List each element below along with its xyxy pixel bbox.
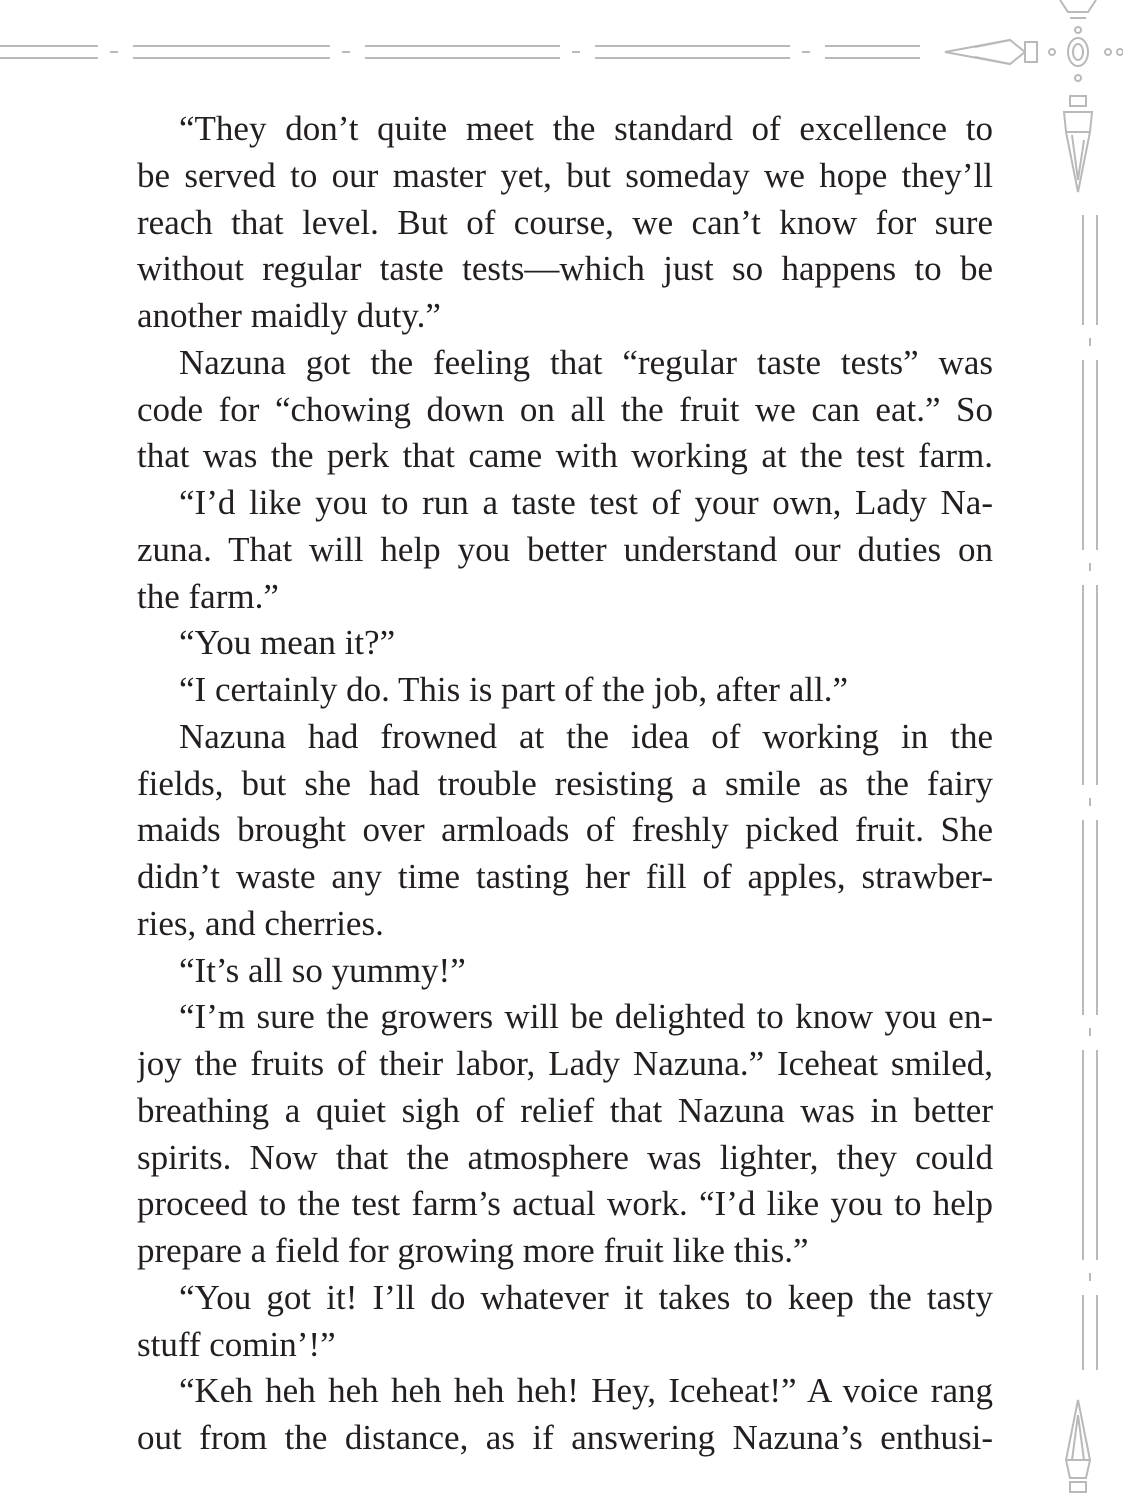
text-line: Nazuna got the feeling that “regular taste tests” was bbox=[179, 342, 993, 382]
text-line: “I’d like you to run a taste test of your own, Lady Na- bbox=[179, 483, 993, 522]
text-line: “I’m sure the growers will be delighted to know you en- bbox=[179, 997, 993, 1037]
text-line: the farm.” bbox=[137, 576, 279, 616]
text-line: maids brought over armloads of freshly picked fruit. She bbox=[137, 810, 993, 850]
text-line: joy the fruits of their labor, Lady Nazuna.” Iceheat smiled, bbox=[137, 1044, 993, 1083]
body-text bbox=[137, 106, 993, 1462]
text-line: another maidly duty.” bbox=[137, 296, 441, 335]
text-line: “It’s all so yummy!” bbox=[179, 950, 466, 990]
text-line: zuna. That will help you better understand our duties on bbox=[137, 529, 993, 569]
text-line: proceed to the test farm’s actual work. “I’d like you to help bbox=[137, 1184, 993, 1224]
text-line: “You mean it?” bbox=[179, 623, 396, 663]
text-line: “I certainly do. This is part of the job, after all.” bbox=[179, 670, 848, 709]
text-line: ries, and cherries. bbox=[137, 903, 384, 943]
text-line: didn’t waste any time tasting her fill of apples, strawber- bbox=[137, 857, 993, 896]
text-line: breathing a quiet sigh of relief that Nazuna was in better bbox=[137, 1090, 993, 1130]
text-line: “They don’t quite meet the standard of excellence to bbox=[179, 109, 993, 148]
text-line: “Keh heh heh heh heh heh! Hey, Iceheat!” A voice rang bbox=[179, 1371, 993, 1411]
text-line: be served to our master yet, but someday we hope they’ll bbox=[137, 155, 993, 195]
text-line: “You got it! I’ll do whatever it takes to keep the tasty bbox=[179, 1277, 993, 1317]
text-line: that was the perk that came with working at the test farm. bbox=[137, 436, 993, 476]
text-line: without regular taste tests—which just so happens to be bbox=[137, 249, 993, 289]
text-line: prepare a field for growing more fruit like this.” bbox=[137, 1231, 809, 1270]
text-line: spirits. Now that the atmosphere was lighter, they could bbox=[137, 1137, 993, 1177]
text-line: Nazuna had frowned at the idea of working in the bbox=[179, 716, 993, 756]
text-line: stuff comin’!” bbox=[137, 1324, 336, 1364]
text-line: reach that level. But of course, we can’t know for sure bbox=[137, 202, 993, 242]
text-line: fields, but she had trouble resisting a smile as the fairy bbox=[137, 763, 993, 803]
text-line: out from the distance, as if answering Nazuna’s enthusi- bbox=[137, 1418, 993, 1457]
text-line: code for “chowing down on all the fruit we can eat.” So bbox=[137, 389, 993, 429]
